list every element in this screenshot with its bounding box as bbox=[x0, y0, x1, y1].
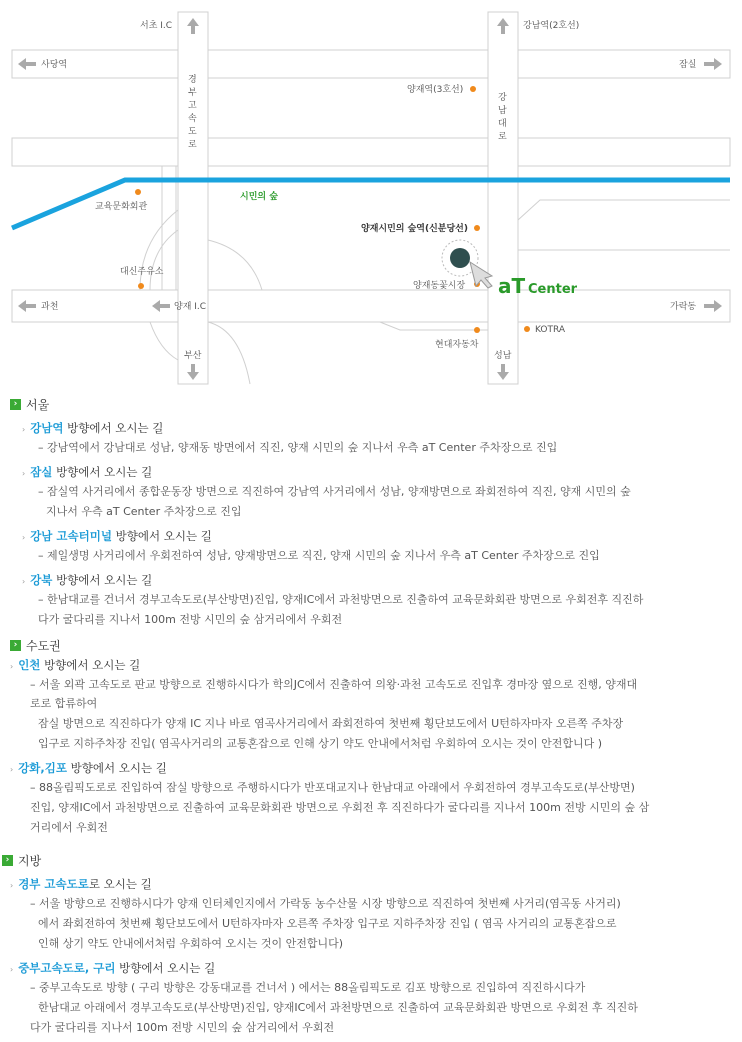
label-yangjae-ic: 양재 I.C bbox=[174, 302, 207, 312]
label-forest-station: 양재시민의 숲역(신분당선) bbox=[361, 224, 468, 234]
label-hyundai: 현대자동차 bbox=[435, 340, 479, 350]
label-daesin-gas: 대신주유소 bbox=[120, 267, 164, 277]
svg-text:대: 대 bbox=[498, 119, 507, 129]
route-desc: 잠실 방면으로 직진하다가 양재 IC 지나 바로 염곡사거리에서 좌회전하여 첫번째 횡단보도에서 U턴하자마자 오른쪽 주차장 bbox=[38, 717, 624, 730]
label-gwacheon: 과천 bbox=[41, 302, 59, 312]
label-jamsil: 잠실 bbox=[679, 60, 697, 70]
label-gangnam-station: 강남역(2호선) bbox=[523, 21, 580, 31]
route-desc: – 강남역에서 강남대로 성남, 양재동 방면에서 직진, 양재 시민의 숲 지나서 우측 aT Center 주차장으로 진입 bbox=[38, 441, 558, 454]
section-arrow-icon: › bbox=[2, 855, 13, 866]
section-arrow-icon: › bbox=[10, 640, 21, 651]
section-capital-title: › 수도권 bbox=[10, 637, 61, 654]
location-map bbox=[0, 0, 742, 390]
route-desc: 에서 좌회전하여 첫번째 횡단보도에서 U턴하자마자 오른쪽 주차장 입구로 지하주차장 진입 ( 염곡 사거리의 교통혼잡으로 bbox=[38, 917, 617, 930]
route-desc: 다가 굴다리를 지나서 100m 전방 시민의 숲 삼거리에서 우회전 bbox=[38, 613, 343, 626]
svg-text:남: 남 bbox=[498, 106, 507, 116]
route-desc: 입구로 지하주차장 진입( 염곡사거리의 교통혼잡으로 인해 상기 약도 안내에서처럼 우회하여 오시는 것이 안전합니다 ) bbox=[38, 737, 603, 750]
label-yangjae-station: 양재역(3호선) bbox=[407, 85, 464, 95]
label-seocho-ic: 서초 I.C bbox=[140, 21, 173, 31]
route-gyeongbu: › 경부 고속도로로 오시는 길 bbox=[10, 877, 152, 891]
route-desc: – 서울 외곽 고속도로 판교 방향으로 진행하시다가 학의JC에서 진출하여 의왕·과천 고속도로 진입후 경마장 옆으로 진행, 양재대 bbox=[30, 678, 638, 691]
route-desc: – 서울 방향으로 진행하시다가 양재 인터체인지에서 가락동 농수산물 시장 방향으로 직진하여 첫번째 사거리(염곡동 사거리) bbox=[30, 897, 621, 910]
route-desc: 다가 굴다리를 지나서 100m 전방 시민의 숲 삼거리에서 우회전 bbox=[30, 1021, 335, 1034]
route-desc: – 잠실역 사거리에서 종합운동장 방면으로 직진하여 강남역 사거리에서 성남, 양재방면으로 좌회전하여 직진, 양재 시민의 숲 bbox=[38, 485, 631, 498]
svg-text:경: 경 bbox=[188, 75, 197, 85]
route-gangbuk: › 강북 방향에서 오시는 길 bbox=[22, 573, 153, 587]
route-desc: – 한남대교를 건너서 경부고속도로(부산방면)진입, 양재IC에서 과천방면으로 진출하여 교육문화회관 방면으로 우회전후 직진하 bbox=[38, 593, 644, 606]
route-desc: 한남대교 아래에서 경부고속도로(부산방면)진입, 양재IC에서 과천방면으로 진출하여 교육문화회관 방면으로 우회전 후 직진하 bbox=[38, 1001, 638, 1014]
route-incheon: › 인천 방향에서 오시는 길 bbox=[10, 658, 141, 672]
svg-text:도: 도 bbox=[188, 127, 197, 137]
route-ganghwa-gimpo: › 강화,김포 방향에서 오시는 길 bbox=[10, 761, 167, 775]
label-garak: 가락동 bbox=[670, 302, 697, 312]
section-seoul-title: › 서울 bbox=[10, 396, 49, 413]
label-flower-market: 양재동꽃시장 bbox=[413, 281, 466, 291]
route-desc: – 중부고속도로 방향 ( 구리 방향은 강동대교를 건너서 ) 에서는 88올림픽도로 김포 방향으로 진입하여 직진하시다가 bbox=[30, 981, 586, 994]
svg-text:고: 고 bbox=[188, 101, 197, 111]
label-sadang: 사당역 bbox=[41, 60, 68, 70]
route-desc: 진입, 양재IC에서 과천방면으로 진출하여 교육문화회관 방면으로 우회전 후 직진하다가 굴다리를 지나서 100m 전방 시민의 숲 삼 bbox=[30, 801, 650, 814]
label-education-hall: 교육문화회관 bbox=[95, 202, 148, 212]
route-express-terminal: › 강남 고속터미널 방향에서 오시는 길 bbox=[22, 529, 212, 543]
route-desc: 인해 상기 약도 안내에서처럼 우회하여 오시는 것이 안전합니다) bbox=[38, 937, 344, 950]
svg-text:로: 로 bbox=[498, 132, 507, 142]
label-seongnam: 성남 bbox=[494, 351, 512, 361]
svg-text:로: 로 bbox=[188, 140, 197, 150]
route-gangnam: › 강남역 방향에서 오시는 길 bbox=[22, 421, 164, 435]
svg-text:강: 강 bbox=[498, 93, 507, 103]
section-arrow-icon: › bbox=[10, 399, 21, 410]
route-desc: 거리에서 우회전 bbox=[30, 821, 108, 834]
route-desc: 로로 합류하여 bbox=[30, 697, 98, 710]
label-at-center-b: Center bbox=[528, 282, 578, 297]
route-jamsil: › 잠실 방향에서 오시는 길 bbox=[22, 465, 153, 479]
svg-text:속: 속 bbox=[188, 114, 197, 124]
route-desc: – 제일생명 사거리에서 우회전하여 성남, 양재방면으로 직진, 양재 시민의 숲 지나서 우측 aT Center 주차장으로 진입 bbox=[38, 549, 600, 562]
label-kotra: KOTRA bbox=[535, 325, 566, 335]
label-at-center-a: aT bbox=[498, 274, 526, 298]
route-desc: – 88올림픽도로로 진입하여 잠실 방향으로 주행하시다가 반포대교지나 한남대교 아래에서 우회전하여 경부고속도로(부산방면) bbox=[30, 781, 635, 794]
route-jungbu-guri: › 중부고속도로, 구리 방향에서 오시는 길 bbox=[10, 961, 216, 975]
route-desc: 지나서 우측 aT Center 주차장으로 진입 bbox=[46, 505, 242, 518]
section-province-title: › 지방 bbox=[2, 852, 41, 869]
label-busan: 부산 bbox=[184, 351, 202, 361]
svg-text:부: 부 bbox=[188, 88, 197, 98]
label-citizen-forest: 시민의 숲 bbox=[240, 192, 278, 202]
